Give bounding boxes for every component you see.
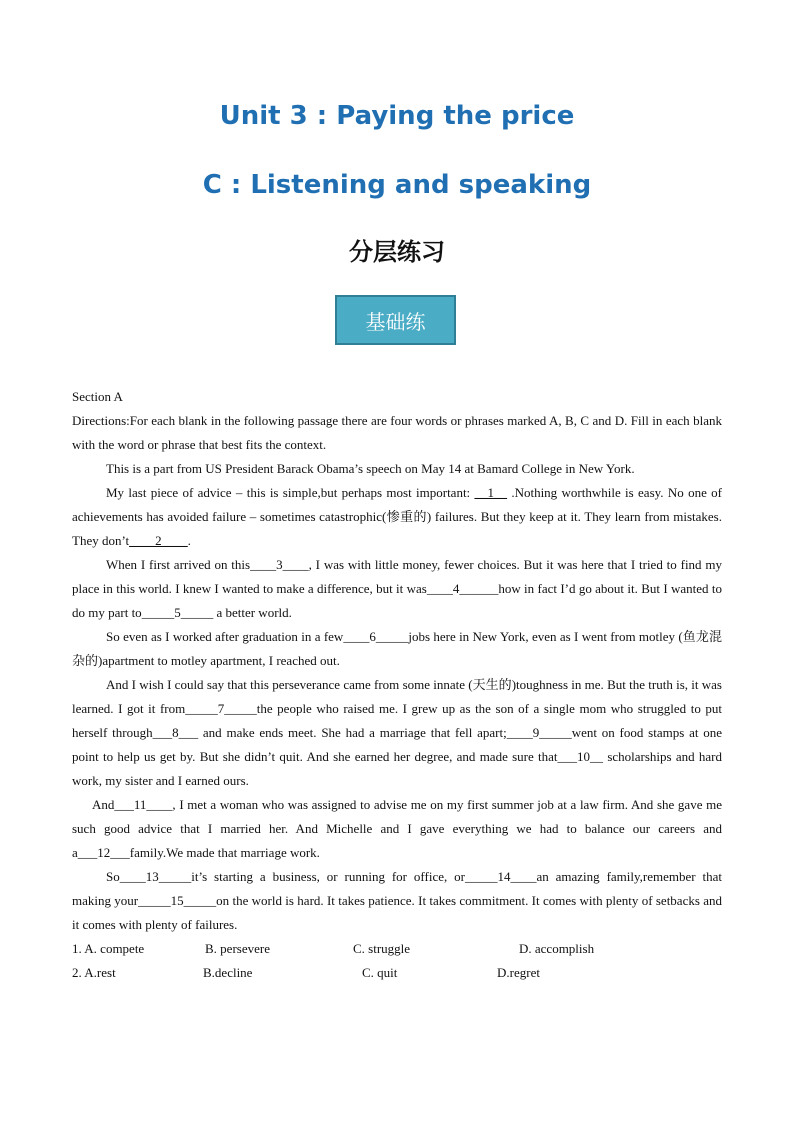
text: the people who raised me. I grew up as the son of a single mom who struggled to put herself through bbox=[72, 701, 722, 740]
text: My last piece of advice – this is simple,but perhaps most important: bbox=[106, 485, 475, 500]
blank-8: ___8___ bbox=[152, 725, 199, 740]
options-row-1 bbox=[72, 937, 722, 961]
text: .Nothing worthwhile is easy. No one of achievements has avoided failure – sometimes catastrophic(惨重的) failures. But they keep at it. They learn from mistakes. They don’t bbox=[72, 485, 722, 548]
text: And I wish I could say that this perseverance came from some innate (天生的)toughness in me. But the truth is, it was learned. I got it from bbox=[72, 677, 722, 716]
blank-1: __1__ bbox=[474, 485, 507, 500]
option: 2. A.rest bbox=[72, 965, 116, 980]
blank-9: ____9_____ bbox=[506, 725, 572, 740]
text: how in fact I’d go about it. But I wanted to do my part to bbox=[72, 581, 722, 620]
text: This is a part from US President Barack Obama’s speech on May 14 at Bamard College in New York. bbox=[106, 461, 635, 476]
unit-subtitle: C : Listening and speaking bbox=[202, 170, 592, 200]
blank-5: _____5_____ bbox=[141, 605, 214, 620]
option: C. quit bbox=[362, 965, 398, 980]
blank-10: ___10__ bbox=[557, 749, 604, 764]
blank-14: _____14____ bbox=[464, 869, 537, 884]
option: D. accomplish bbox=[519, 941, 595, 956]
blank-15: _____15_____ bbox=[138, 893, 217, 908]
blank-4: ____4______ bbox=[426, 581, 499, 596]
option: B. persevere bbox=[205, 941, 270, 956]
option: B.decline bbox=[203, 965, 253, 980]
text: an amazing family,remember that making your bbox=[72, 869, 722, 908]
section-heading: 分层练习 bbox=[349, 237, 445, 266]
text: , I was with little money, fewer choices. But it was here that I tried to find my place in this world. I knew I wanted to make a difference, but it was bbox=[72, 557, 722, 596]
option: 1. A. compete bbox=[72, 941, 145, 956]
passage-paragraph-2 bbox=[72, 481, 722, 553]
text: scholarships and hard work, my sister and I earned ours. bbox=[72, 749, 722, 788]
option: C. struggle bbox=[353, 941, 411, 956]
blank-12: ___12___ bbox=[77, 845, 130, 860]
passage-paragraph-1 bbox=[72, 457, 722, 481]
text: and make ends meet. She had a marriage that fell apart; bbox=[198, 725, 507, 740]
directions-text: Directions:For each blank in the following passage there are four words or phrases marked A, B, C and D. Fill in each blank with the word or phrase that best fits the context. bbox=[72, 413, 722, 452]
blank-11: ___11____ bbox=[114, 797, 173, 812]
options-row-2 bbox=[72, 961, 722, 985]
text: When I first arrived on this bbox=[106, 557, 251, 572]
text: it’s starting a business, or running for office, or bbox=[191, 869, 465, 884]
text: , I met a woman who was assigned to advise me on my first summer job at a law firm. And she gave me such good advice that I married her. And Michelle and I gave everything we had to balance our careers and a bbox=[72, 797, 722, 860]
level-badge: 基础练 bbox=[335, 295, 456, 345]
exercise-body bbox=[72, 385, 722, 985]
text: And bbox=[92, 797, 115, 812]
text: family.We made that marriage work. bbox=[129, 845, 320, 860]
blank-6: ____6_____ bbox=[343, 629, 409, 644]
blank-3: ____3____ bbox=[250, 557, 309, 572]
text: a better world. bbox=[213, 605, 292, 620]
passage-paragraph-6 bbox=[72, 793, 722, 865]
passage-paragraph-4 bbox=[72, 625, 722, 673]
passage-paragraph-5 bbox=[72, 673, 722, 793]
text: went on food stamps at one point to help us get by. But she didn’t quit. And she earned her degree, and made sure that bbox=[72, 725, 723, 764]
blank-2: ____2____ bbox=[129, 533, 188, 548]
blank-7: _____7_____ bbox=[185, 701, 257, 716]
unit-title: Unit 3 : Paying the price bbox=[219, 101, 575, 131]
text: So even as I worked after graduation in a few bbox=[106, 629, 344, 644]
text: jobs here in New York, even as I went from motley (鱼龙混杂的)apartment to motley apartment, I reached out. bbox=[72, 629, 723, 668]
text: on the world is hard. It takes patience. It takes commitment. It comes with plenty of setbacks and it comes with plenty of failures. bbox=[72, 893, 722, 932]
option: D.regret bbox=[497, 965, 540, 980]
passage-paragraph-7 bbox=[72, 865, 722, 937]
blank-13: ____13_____ bbox=[119, 869, 192, 884]
text: So bbox=[106, 869, 120, 884]
passage-paragraph-3 bbox=[72, 553, 722, 625]
section-label: Section A bbox=[72, 389, 123, 404]
text: . bbox=[187, 533, 191, 548]
